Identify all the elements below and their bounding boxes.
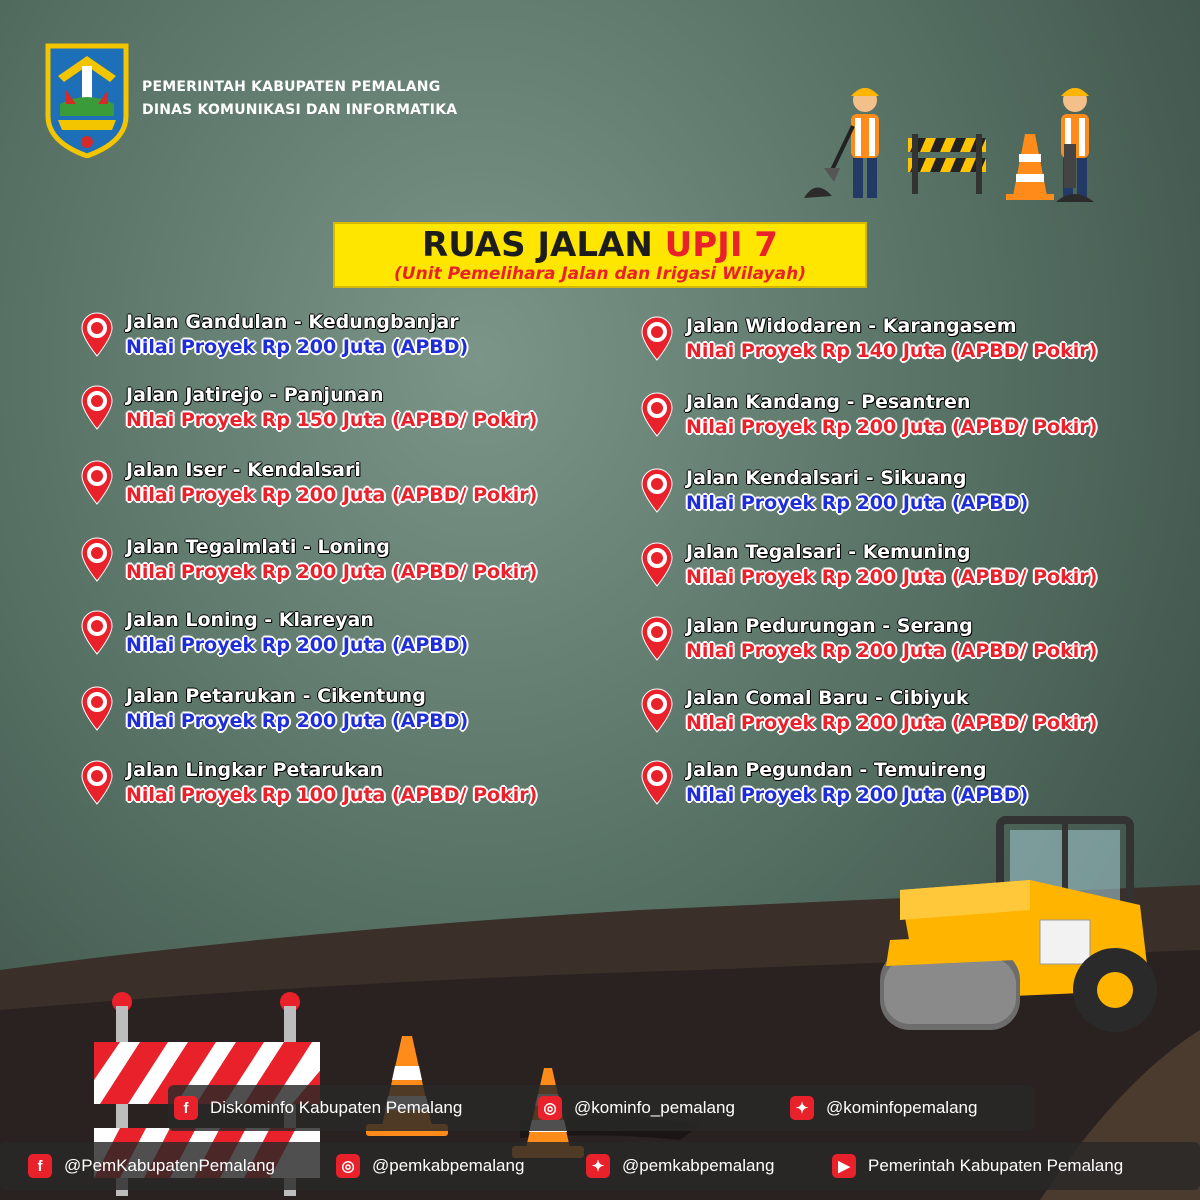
road-roller-illustration	[860, 810, 1160, 1040]
road-name: Jalan Jatirejo - Panjunan	[126, 384, 384, 406]
title-highlight: UPJI 7	[664, 225, 778, 265]
road-name: Jalan Pegundan - Temuireng	[686, 759, 987, 781]
project-value: Nilai Proyek Rp 200 Juta (APBD)	[126, 336, 469, 358]
project-value: Nilai Proyek Rp 200 Juta (APBD)	[686, 784, 1029, 806]
road-name: Jalan Tegalmlati - Loning	[126, 536, 390, 558]
road-name: Jalan Tegalsari - Kemuning	[686, 541, 971, 563]
location-pin-icon	[80, 610, 114, 656]
social-label: @PemKabupatenPemalang	[64, 1156, 276, 1175]
social-label: @pemkabpemalang	[372, 1156, 525, 1175]
facebook-link[interactable]	[174, 1096, 462, 1120]
title-banner	[333, 222, 867, 288]
project-value: Nilai Proyek Rp 200 Juta (APBD/ Pokir)	[126, 484, 538, 506]
road-name: Jalan Kendalsari - Sikuang	[686, 467, 967, 489]
location-pin-icon	[80, 312, 114, 358]
social-label: @pemkabpemalang	[622, 1156, 775, 1175]
location-pin-icon	[80, 385, 114, 431]
project-value: Nilai Proyek Rp 200 Juta (APBD/ Pokir)	[686, 566, 1098, 588]
org-name-line1: PEMERINTAH KABUPATEN PEMALANG	[142, 79, 441, 95]
location-pin-icon	[640, 688, 674, 734]
twitter-icon: ✦	[586, 1154, 610, 1178]
road-name: Jalan Lingkar Petarukan	[126, 759, 384, 781]
location-pin-icon	[640, 760, 674, 806]
social-label: Diskominfo Kabupaten Pemalang	[210, 1098, 463, 1117]
facebook-link[interactable]	[28, 1154, 275, 1178]
org-name-line2: DINAS KOMUNIKASI DAN INFORMATIKA	[142, 102, 458, 118]
twitter-icon: ✦	[790, 1096, 814, 1120]
road-name: Jalan Comal Baru - Cibiyuk	[686, 687, 969, 709]
location-pin-icon	[640, 316, 674, 362]
social-bar-top	[168, 1085, 1034, 1131]
twitter-link[interactable]	[790, 1096, 977, 1120]
road-name: Jalan Pedurungan - Serang	[686, 615, 973, 637]
project-value: Nilai Proyek Rp 200 Juta (APBD/ Pokir)	[686, 416, 1098, 438]
project-value: Nilai Proyek Rp 200 Juta (APBD)	[126, 710, 469, 732]
road-name: Jalan Loning - Klareyan	[126, 609, 374, 631]
location-pin-icon	[80, 686, 114, 732]
road-name: Jalan Iser - Kendalsari	[126, 459, 361, 481]
location-pin-icon	[640, 616, 674, 662]
project-value: Nilai Proyek Rp 200 Juta (APBD/ Pokir)	[686, 640, 1098, 662]
youtube-link[interactable]	[832, 1154, 1123, 1178]
instagram-icon: ◎	[538, 1096, 562, 1120]
road-workers-illustration	[798, 78, 1114, 214]
project-value: Nilai Proyek Rp 140 Juta (APBD/ Pokir)	[686, 340, 1098, 362]
social-bar-bottom	[0, 1142, 1200, 1190]
location-pin-icon	[640, 392, 674, 438]
project-value: Nilai Proyek Rp 200 Juta (APBD)	[686, 492, 1029, 514]
location-pin-icon	[80, 537, 114, 583]
location-pin-icon	[80, 760, 114, 806]
road-name: Jalan Petarukan - Cikentung	[126, 685, 426, 707]
location-pin-icon	[640, 542, 674, 588]
location-pin-icon	[640, 468, 674, 514]
road-name: Jalan Gandulan - Kedungbanjar	[126, 311, 459, 333]
location-pin-icon	[80, 460, 114, 506]
project-value: Nilai Proyek Rp 150 Juta (APBD/ Pokir)	[126, 409, 538, 431]
road-name: Jalan Kandang - Pesantren	[686, 391, 971, 413]
project-value: Nilai Proyek Rp 200 Juta (APBD/ Pokir)	[686, 712, 1098, 734]
project-value: Nilai Proyek Rp 200 Juta (APBD/ Pokir)	[126, 561, 538, 583]
project-value: Nilai Proyek Rp 100 Juta (APBD/ Pokir)	[126, 784, 538, 806]
instagram-link[interactable]	[336, 1154, 524, 1178]
pemalang-crest-logo	[44, 42, 130, 158]
page-subtitle: (Unit Pemelihara Jalan dan Irigasi Wilayah)	[394, 264, 806, 284]
project-value: Nilai Proyek Rp 200 Juta (APBD)	[126, 634, 469, 656]
social-label: Pemerintah Kabupaten Pemalang	[868, 1156, 1124, 1175]
instagram-icon: ◎	[336, 1154, 360, 1178]
social-label: @kominfopemalang	[826, 1098, 978, 1117]
page-title	[335, 226, 865, 264]
facebook-icon: f	[174, 1096, 198, 1120]
twitter-link[interactable]	[586, 1154, 774, 1178]
youtube-icon: ▶	[832, 1154, 856, 1178]
social-label: @kominfo_pemalang	[574, 1098, 735, 1117]
title-prefix: RUAS JALAN	[422, 225, 665, 265]
instagram-link[interactable]	[538, 1096, 735, 1120]
facebook-icon: f	[28, 1154, 52, 1178]
road-name: Jalan Widodaren - Karangasem	[686, 315, 1017, 337]
